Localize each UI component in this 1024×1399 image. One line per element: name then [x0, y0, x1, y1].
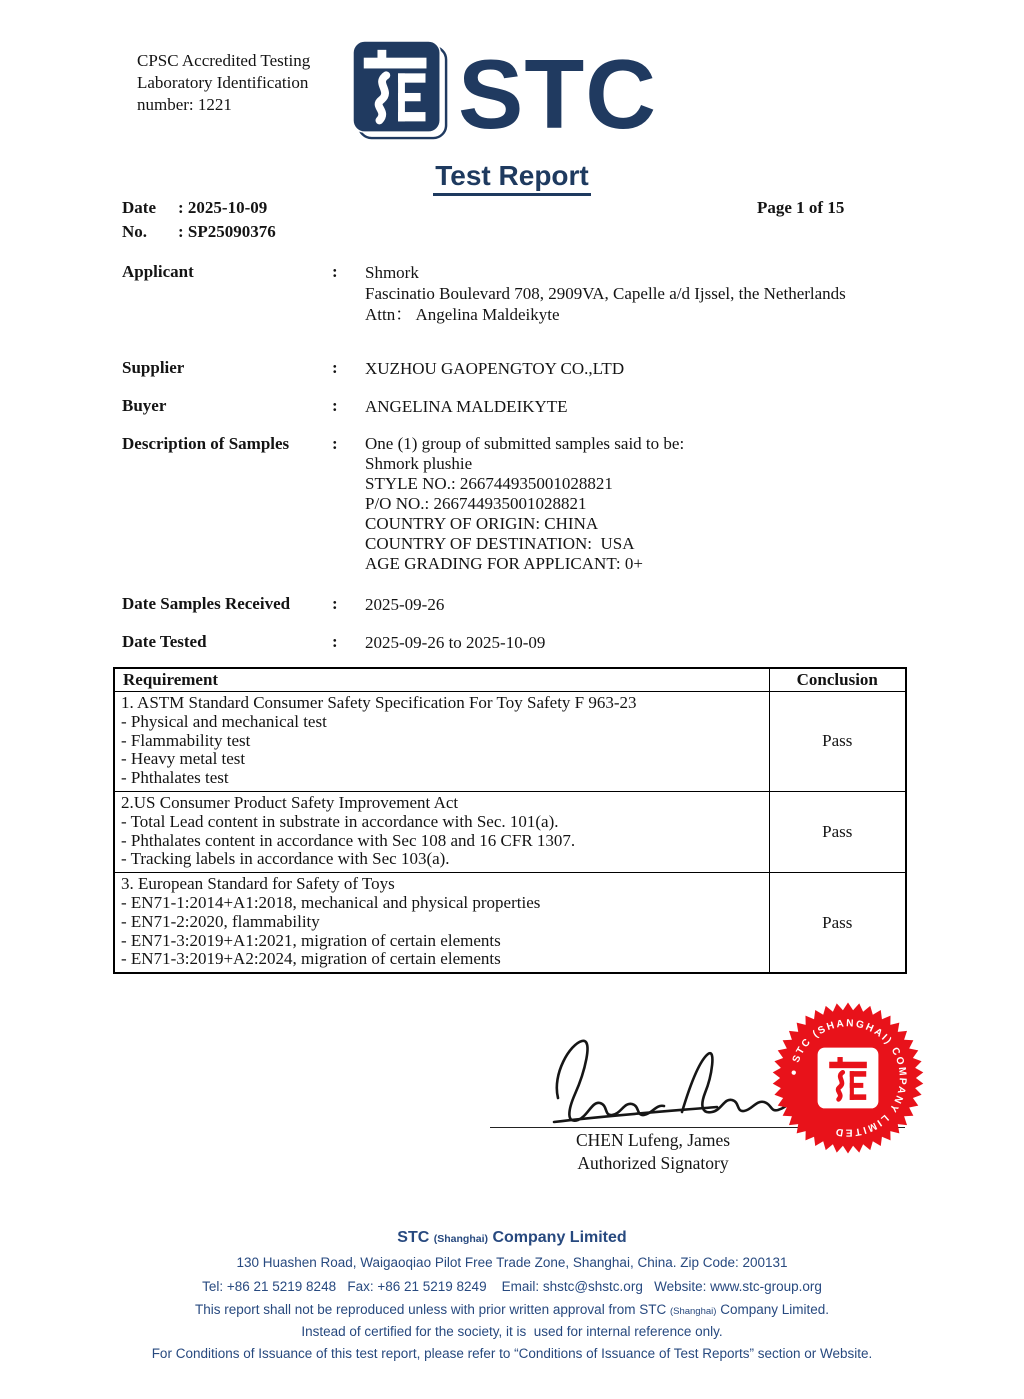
requirement-line: - EN71-3:2019+A1:2021, migration of certain elements: [121, 930, 501, 950]
requirement-line: - EN71-1:2014+A1:2018, mechanical and physical properties: [121, 892, 541, 912]
field-colon: :: [332, 434, 338, 453]
conclusion-value: Pass: [769, 791, 906, 872]
field-value-line: COUNTRY OF ORIGIN: CHINA: [365, 514, 599, 533]
requirement-line: - Tracking labels in accordance with Sec 103(a).: [121, 849, 450, 869]
accreditation-line: number: 1221: [137, 95, 232, 114]
field-value-line: AGE GRADING FOR APPLICANT: 0+: [365, 554, 643, 573]
company-seal: [772, 1002, 924, 1154]
field-colon: :: [332, 396, 338, 415]
requirement-line: - Physical and mechanical test: [121, 711, 327, 731]
footer-notice-conditions: For Conditions of Issuance of this test report, please refer to “Conditions of Issuance of Test Reports” section or Website.: [151, 1346, 873, 1361]
field-label: Applicant: [122, 262, 194, 281]
requirements-table: [113, 667, 907, 974]
requirement-line: 2.US Consumer Product Safety Improvement Act: [121, 792, 459, 812]
stc-logo: [352, 40, 657, 147]
field-colon: :: [332, 632, 338, 651]
field-value-line: 2025-09-26: [365, 595, 445, 614]
field-value-line: STYLE NO.: 266744935001028821: [365, 474, 613, 493]
field-label: Description of Samples: [122, 434, 290, 453]
footer-notice-post: Company Limited.: [716, 1302, 829, 1317]
field-colon: :: [332, 358, 338, 377]
requirement-line: - EN71-2:2020, flammability: [121, 911, 320, 931]
requirement-line: - Flammability test: [121, 730, 251, 750]
requirement-line: - EN71-3:2019+A2:2024, migration of certain elements: [121, 949, 501, 969]
field-colon: :: [332, 262, 338, 281]
field-value-line: ANGELINA MALDEIKYTE: [365, 397, 568, 416]
report-no-label: No.: [122, 222, 148, 241]
table-header-row: [114, 668, 906, 692]
accreditation-line: Laboratory Identification: [137, 73, 309, 92]
footer-notice-reproduction: [0, 1302, 1024, 1317]
signatory-role: Authorized Signatory: [577, 1153, 729, 1173]
field-value-line: P/O NO.: 266744935001028821: [365, 494, 587, 513]
page-title: Test Report: [433, 160, 591, 196]
footer-notice-internal: Instead of certified for the society, it is used for internal reference only.: [301, 1324, 723, 1339]
signatory-name: CHEN Lufeng, James: [575, 1130, 731, 1150]
accreditation-note: [137, 50, 367, 116]
footer-company-mid: (Shanghai): [433, 1233, 488, 1245]
field-label: Date Tested: [122, 632, 207, 651]
requirement-line: - Phthalates test: [121, 768, 229, 788]
field-label: Buyer: [122, 396, 167, 415]
seal-ring-text: ● STC (SHANGHAI) COMPANY LIMITED: [788, 1018, 908, 1138]
field-colon: :: [332, 594, 338, 613]
report-no-value: : SP25090376: [178, 222, 276, 241]
page-indicator: Page 1 of 15: [757, 198, 845, 217]
footer-notice-pre: This report shall not be reproduced unless with prior written approval from STC: [194, 1302, 670, 1317]
field-value-line: Shmork plushie: [365, 454, 473, 473]
field-value-line: Attn： Angelina Maldeikyte: [365, 305, 560, 324]
requirement-line: 1. ASTM Standard Consumer Safety Specification For Toy Safety F 963-23: [121, 693, 637, 712]
field-label: Date Samples Received: [122, 594, 291, 613]
field-value-line: Fascinatio Boulevard 708, 2909VA, Capelle a/d Ijssel, the Netherlands: [365, 284, 846, 303]
date-value: : 2025-10-09: [178, 198, 268, 217]
footer-company-pre: STC: [397, 1229, 434, 1246]
field-value-line: One (1) group of submitted samples said to be:: [365, 434, 685, 453]
footer-contact: Tel: +86 21 5219 8248 Fax: +86 21 5219 8249 Email: shstc@shstc.org Website: www.stc-group.org: [202, 1279, 822, 1294]
conclusion-value: Pass: [769, 873, 906, 973]
field-value-line: COUNTRY OF DESTINATION: USA: [365, 534, 635, 553]
field-label: Supplier: [122, 358, 185, 377]
table-row: [114, 692, 906, 792]
column-header-requirement: Requirement: [114, 668, 769, 692]
requirement-line: 3. European Standard for Safety of Toys: [121, 874, 395, 894]
table-row: [114, 873, 906, 973]
footer-notice-mid: (Shanghai): [669, 1306, 717, 1317]
footer-company-post: Company Limited: [488, 1229, 627, 1246]
requirement-line: - Heavy metal test: [121, 749, 246, 769]
field-value-line: Shmork: [365, 263, 419, 282]
title-row: [0, 160, 1024, 196]
field-value-line: 2025-09-26 to 2025-10-09: [365, 633, 546, 652]
requirement-line: - Phthalates content in accordance with Sec 108 and 16 CFR 1307.: [121, 830, 576, 850]
table-row: [114, 791, 906, 872]
footer-address: 130 Huashen Road, Waigaoqiao Pilot Free Trade Zone, Shanghai, China. Zip Code: 200131: [236, 1255, 788, 1270]
accreditation-line: CPSC Accredited Testing: [137, 51, 311, 70]
date-label: Date: [122, 198, 156, 217]
field-value-line: XUZHOU GAOPENGTOY CO.,LTD: [365, 359, 625, 378]
conclusion-value: Pass: [769, 692, 906, 792]
requirement-line: - Total Lead content in substrate in accordance with Sec. 101(a).: [121, 811, 559, 831]
column-header-conclusion: Conclusion: [769, 668, 906, 692]
footer-company-name: [0, 1229, 1024, 1247]
stc-emblem-icon: [352, 40, 450, 147]
stc-wordmark: STC: [458, 38, 657, 149]
